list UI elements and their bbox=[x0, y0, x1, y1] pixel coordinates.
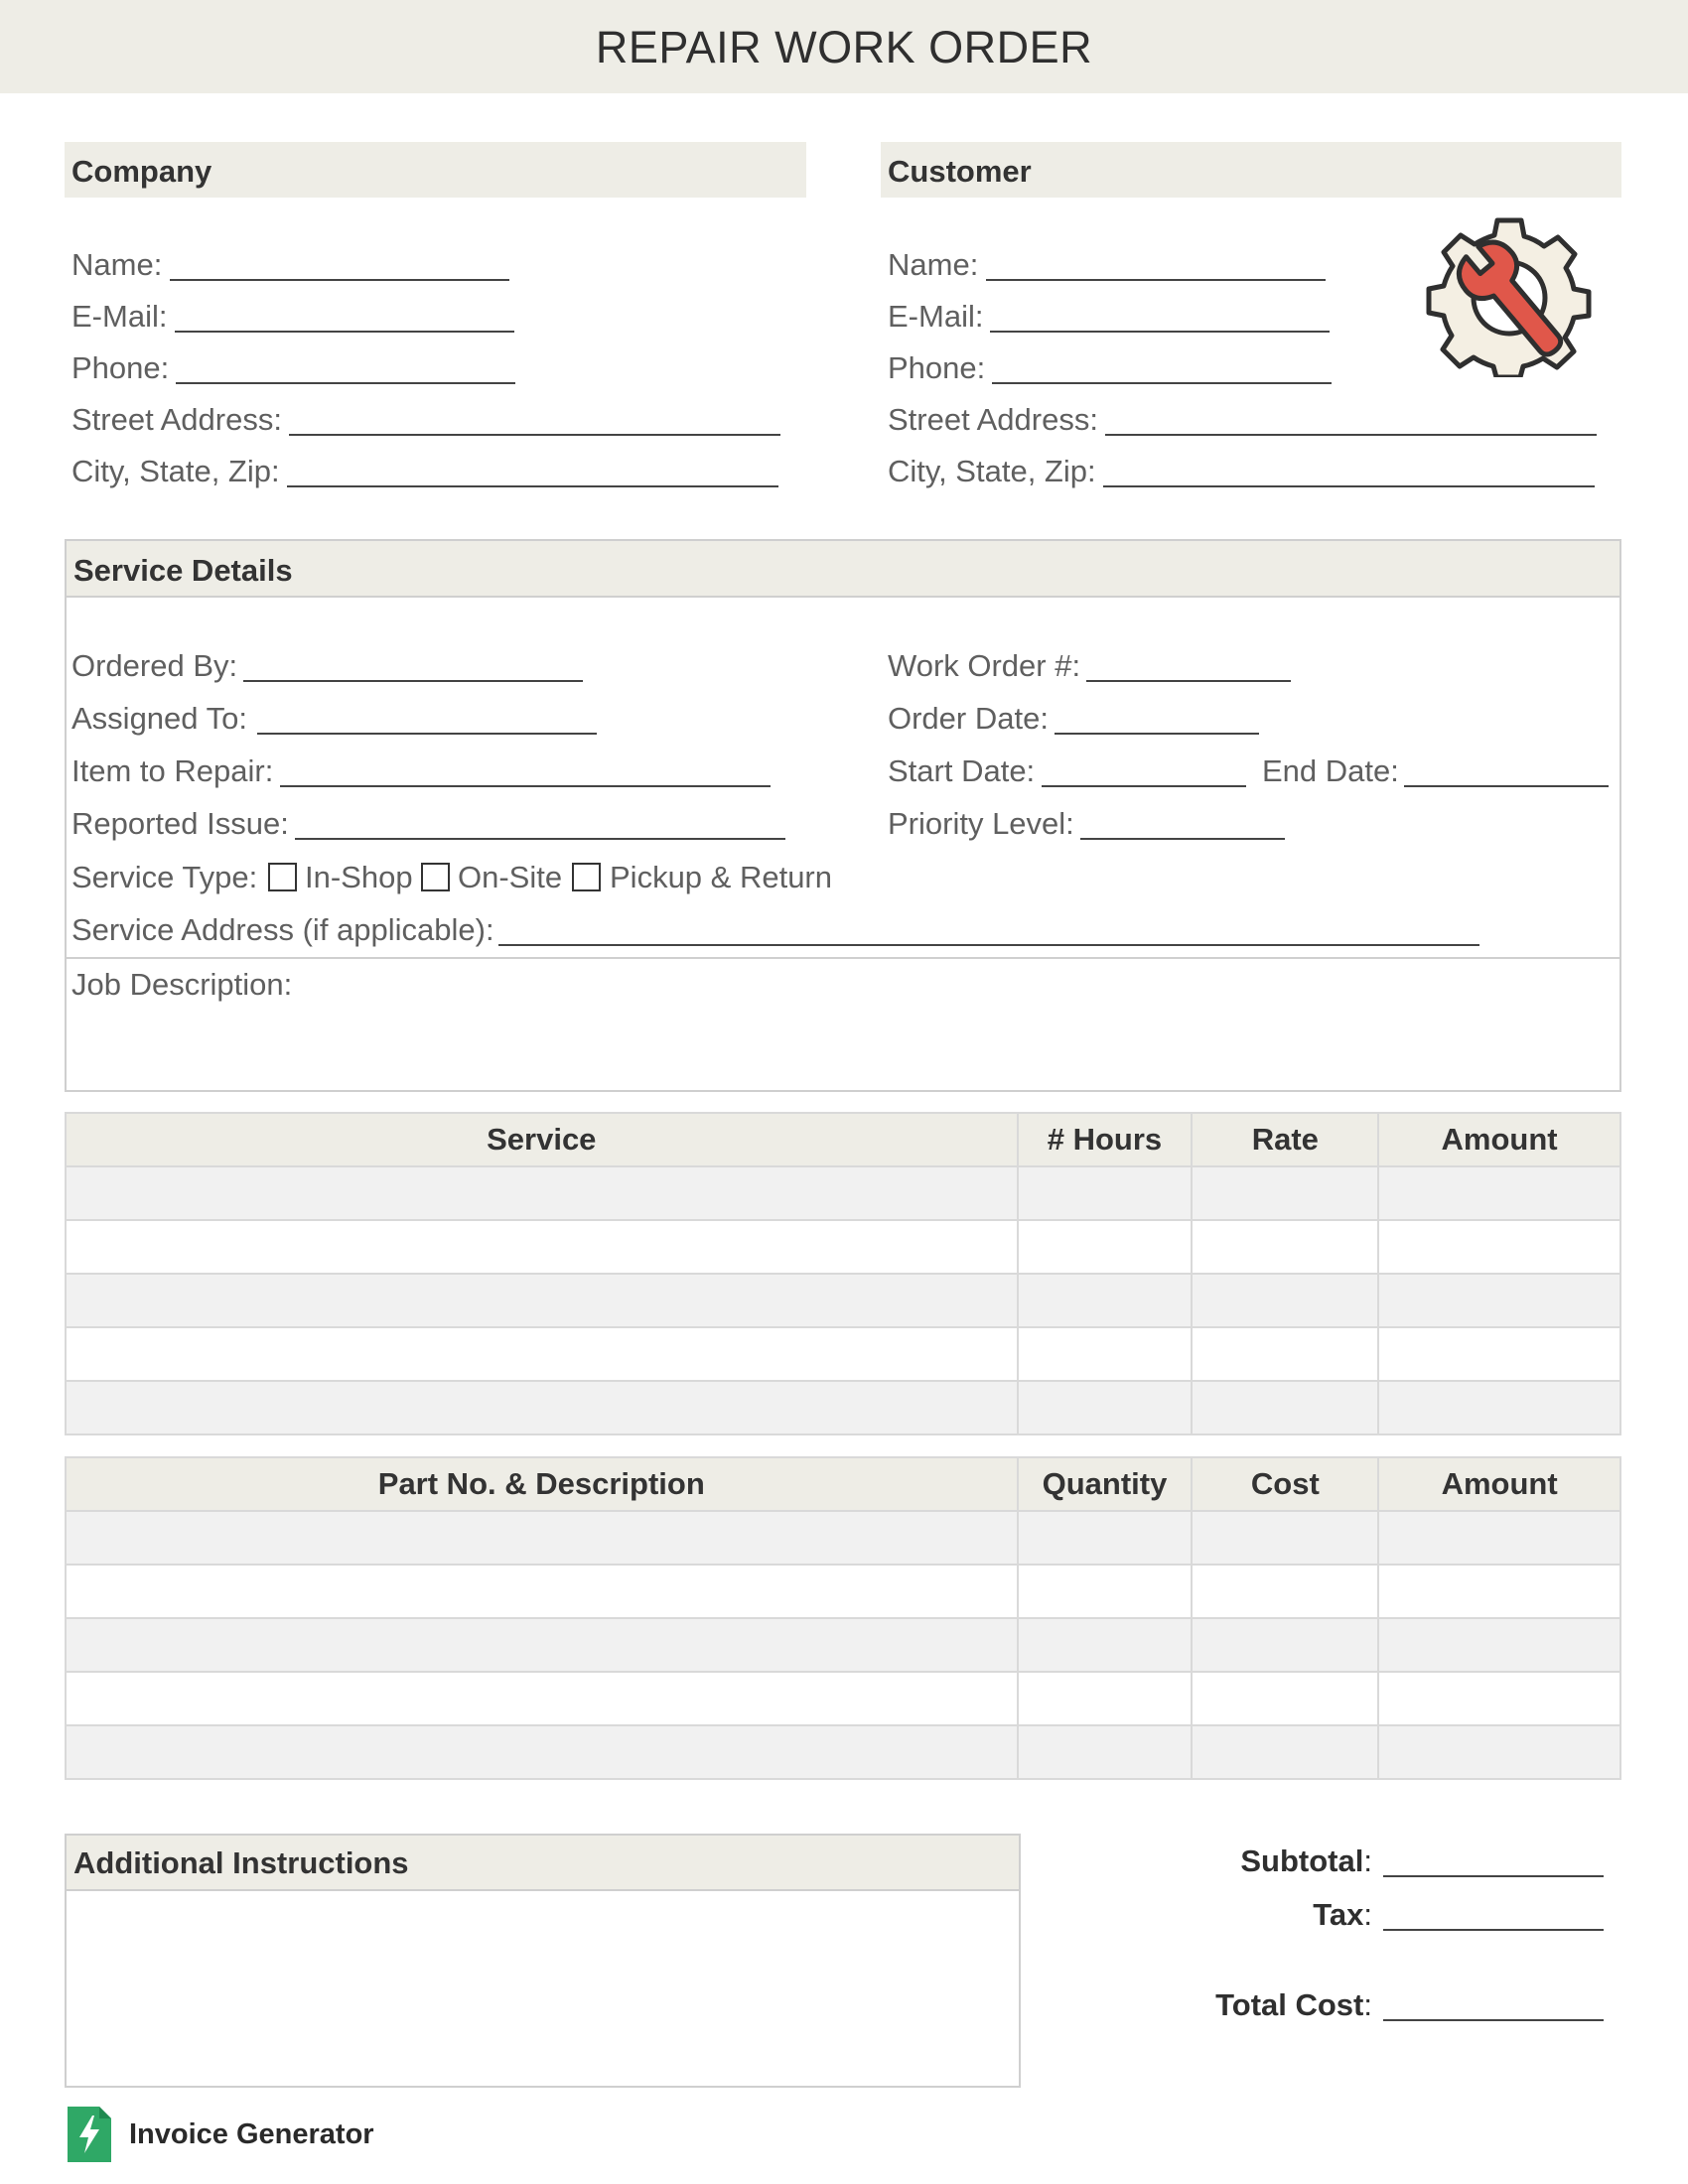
table-cell[interactable] bbox=[66, 1220, 1018, 1274]
additional-instructions-divider bbox=[67, 1889, 1019, 1891]
table-cell[interactable] bbox=[1192, 1618, 1378, 1672]
customer-city-label: City, State, Zip: bbox=[888, 454, 1096, 488]
table-row bbox=[66, 1672, 1620, 1725]
start-date-label: Start Date: bbox=[888, 753, 1036, 788]
table-cell[interactable] bbox=[66, 1327, 1018, 1381]
table-cell[interactable] bbox=[1018, 1274, 1193, 1327]
customer-city-line[interactable] bbox=[1103, 485, 1595, 487]
assigned-to-line[interactable] bbox=[257, 733, 597, 735]
service-table bbox=[65, 1112, 1621, 1435]
table-cell[interactable] bbox=[1378, 1327, 1620, 1381]
customer-heading: Customer bbox=[888, 154, 1032, 189]
end-date-line[interactable] bbox=[1404, 785, 1609, 787]
company-header bbox=[65, 142, 806, 198]
reported-issue-label: Reported Issue: bbox=[71, 806, 289, 841]
ordered-by-label: Ordered By: bbox=[71, 648, 238, 683]
table-cell[interactable] bbox=[66, 1166, 1018, 1220]
table-cell[interactable] bbox=[1192, 1725, 1378, 1779]
table-row bbox=[66, 1166, 1620, 1220]
table-cell[interactable] bbox=[66, 1511, 1018, 1565]
table-cell[interactable] bbox=[1378, 1565, 1620, 1618]
pickup-return-label: Pickup & Return bbox=[610, 860, 832, 894]
ordered-by-line[interactable] bbox=[243, 680, 583, 682]
table-row bbox=[66, 1381, 1620, 1434]
customer-phone-line[interactable] bbox=[992, 382, 1332, 384]
table-cell[interactable] bbox=[1378, 1672, 1620, 1725]
company-heading: Company bbox=[71, 154, 212, 189]
company-name-label: Name: bbox=[71, 247, 163, 282]
subtotal-line[interactable] bbox=[1383, 1875, 1604, 1877]
table-cell[interactable] bbox=[1018, 1166, 1193, 1220]
rate-column-header: Rate bbox=[1192, 1113, 1378, 1166]
title-bar bbox=[0, 0, 1688, 93]
table-cell[interactable] bbox=[1192, 1672, 1378, 1725]
table-cell[interactable] bbox=[1192, 1220, 1378, 1274]
table-cell[interactable] bbox=[1018, 1725, 1193, 1779]
footer-brand: Invoice Generator bbox=[129, 2118, 374, 2150]
service-column-header: Service bbox=[66, 1113, 1018, 1166]
table-cell[interactable] bbox=[66, 1725, 1018, 1779]
parts-amount-column-header: Amount bbox=[1378, 1457, 1620, 1511]
assigned-to-label: Assigned To: bbox=[71, 701, 247, 736]
company-street-line[interactable] bbox=[289, 434, 780, 436]
table-cell[interactable] bbox=[66, 1274, 1018, 1327]
tax-line[interactable] bbox=[1383, 1929, 1604, 1931]
reported-issue-line[interactable] bbox=[295, 838, 785, 840]
table-cell[interactable] bbox=[1018, 1565, 1193, 1618]
order-date-line[interactable] bbox=[1055, 733, 1259, 735]
subtotal-label: Subtotal: bbox=[1240, 1843, 1372, 1878]
company-phone-label: Phone: bbox=[71, 350, 170, 385]
parts-table-header bbox=[66, 1457, 1620, 1511]
additional-instructions-heading: Additional Instructions bbox=[73, 1845, 409, 1880]
service-amount-column-header: Amount bbox=[1378, 1113, 1620, 1166]
in-shop-checkbox[interactable] bbox=[268, 863, 297, 891]
in-shop-label: In-Shop bbox=[305, 860, 413, 894]
company-email-label: E-Mail: bbox=[71, 299, 168, 334]
table-row bbox=[66, 1725, 1620, 1779]
priority-level-line[interactable] bbox=[1080, 838, 1285, 840]
table-cell[interactable] bbox=[1378, 1381, 1620, 1434]
table-row bbox=[66, 1618, 1620, 1672]
cost-column-header: Cost bbox=[1192, 1457, 1378, 1511]
table-cell[interactable] bbox=[1018, 1672, 1193, 1725]
table-cell[interactable] bbox=[1378, 1618, 1620, 1672]
table-row bbox=[66, 1220, 1620, 1274]
company-phone-line[interactable] bbox=[176, 382, 515, 384]
customer-phone-label: Phone: bbox=[888, 350, 986, 385]
company-email-line[interactable] bbox=[175, 331, 514, 333]
company-street-label: Street Address: bbox=[71, 402, 282, 437]
job-description-divider bbox=[67, 957, 1619, 959]
work-order-line[interactable] bbox=[1086, 680, 1291, 682]
table-cell[interactable] bbox=[1018, 1381, 1193, 1434]
table-cell[interactable] bbox=[1378, 1725, 1620, 1779]
on-site-checkbox[interactable] bbox=[421, 863, 450, 891]
job-description-area[interactable] bbox=[67, 1005, 1619, 1090]
start-date-line[interactable] bbox=[1042, 785, 1246, 787]
on-site-label: On-Site bbox=[458, 860, 563, 894]
service-details-heading: Service Details bbox=[73, 553, 293, 588]
table-cell[interactable] bbox=[1192, 1381, 1378, 1434]
table-cell[interactable] bbox=[1018, 1220, 1193, 1274]
parts-table bbox=[65, 1456, 1621, 1780]
table-cell[interactable] bbox=[1378, 1166, 1620, 1220]
table-cell[interactable] bbox=[66, 1565, 1018, 1618]
table-cell[interactable] bbox=[1018, 1618, 1193, 1672]
table-cell[interactable] bbox=[1378, 1274, 1620, 1327]
service-address-label: Service Address (if applicable): bbox=[71, 912, 494, 947]
lightning-logo-icon bbox=[68, 2107, 111, 2162]
table-cell[interactable] bbox=[66, 1672, 1018, 1725]
company-name-line[interactable] bbox=[170, 279, 509, 281]
table-cell[interactable] bbox=[1192, 1565, 1378, 1618]
table-row bbox=[66, 1327, 1620, 1381]
item-to-repair-line[interactable] bbox=[280, 785, 771, 787]
table-cell[interactable] bbox=[1378, 1220, 1620, 1274]
service-address-line[interactable] bbox=[498, 944, 1479, 946]
page-title: REPAIR WORK ORDER bbox=[595, 22, 1093, 72]
company-city-label: City, State, Zip: bbox=[71, 454, 280, 488]
priority-level-label: Priority Level: bbox=[888, 806, 1074, 841]
work-order-label: Work Order #: bbox=[888, 648, 1081, 683]
hours-column-header: # Hours bbox=[1018, 1113, 1193, 1166]
service-details-header bbox=[67, 541, 1619, 596]
company-city-line[interactable] bbox=[287, 485, 778, 487]
table-cell[interactable] bbox=[1192, 1327, 1378, 1381]
customer-name-line[interactable] bbox=[986, 279, 1326, 281]
tax-label: Tax: bbox=[1313, 1897, 1372, 1932]
table-cell[interactable] bbox=[1018, 1327, 1193, 1381]
table-cell[interactable] bbox=[66, 1618, 1018, 1672]
end-date-label: End Date: bbox=[1262, 753, 1399, 788]
table-row bbox=[66, 1565, 1620, 1618]
table-cell[interactable] bbox=[1018, 1511, 1193, 1565]
customer-email-line[interactable] bbox=[990, 331, 1330, 333]
additional-instructions-header bbox=[67, 1836, 1019, 1889]
job-description-label: Job Description: bbox=[71, 967, 293, 1002]
total-cost-line[interactable] bbox=[1383, 2019, 1604, 2021]
part-description-column-header: Part No. & Description bbox=[66, 1457, 1018, 1511]
service-type-label: Service Type: bbox=[71, 860, 258, 894]
order-date-label: Order Date: bbox=[888, 701, 1049, 736]
total-cost-label: Total Cost: bbox=[1215, 1987, 1372, 2022]
table-row bbox=[66, 1511, 1620, 1565]
customer-header bbox=[881, 142, 1621, 198]
customer-street-line[interactable] bbox=[1105, 434, 1597, 436]
table-cell[interactable] bbox=[66, 1381, 1018, 1434]
table-cell[interactable] bbox=[1378, 1511, 1620, 1565]
table-cell[interactable] bbox=[1192, 1511, 1378, 1565]
customer-street-label: Street Address: bbox=[888, 402, 1098, 437]
customer-name-label: Name: bbox=[888, 247, 979, 282]
customer-email-label: E-Mail: bbox=[888, 299, 984, 334]
item-to-repair-label: Item to Repair: bbox=[71, 753, 274, 788]
table-cell[interactable] bbox=[1192, 1274, 1378, 1327]
table-cell[interactable] bbox=[1192, 1166, 1378, 1220]
service-details-header-divider bbox=[67, 596, 1619, 598]
table-row bbox=[66, 1274, 1620, 1327]
gear-wrench-icon bbox=[1426, 214, 1593, 377]
quantity-column-header: Quantity bbox=[1018, 1457, 1193, 1511]
service-table-header bbox=[66, 1113, 1620, 1166]
pickup-return-checkbox[interactable] bbox=[572, 863, 601, 891]
